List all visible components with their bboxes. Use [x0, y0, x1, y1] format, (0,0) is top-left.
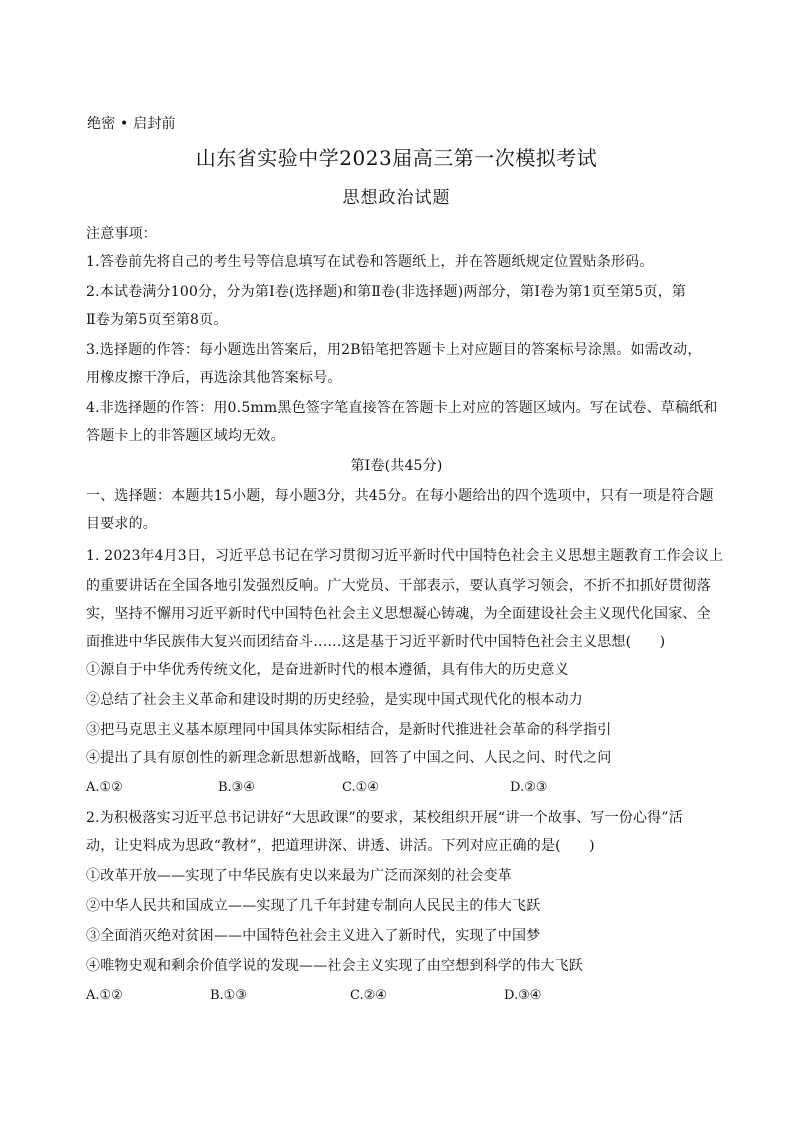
note-2-line-2: Ⅱ卷为第5页至第8页。 — [86, 312, 228, 328]
q1-stem-line-1: 1. 2023年4月3日，习近平总书记在学习贯彻习近平新时代中国特色社会主义思想主题教育工作会议上 — [86, 548, 724, 564]
part1-instruction-line-2: 目要求的。 — [86, 516, 157, 532]
q2-statement-3: ③全面消灭绝对贫困——中国特色社会主义进入了新时代，实现了中国梦 — [86, 928, 541, 944]
q1-statement-3: ③把马克思主义基本原理同中国具体实际相结合，是新时代推进社会革命的科学指引 — [86, 722, 612, 738]
q2-stem-line-1: 2.为积极落实习近平总书记讲好“大思政课”的要求，某校组织开展“讲一个故事、写一份心得”活 — [86, 810, 683, 826]
q2-statement-1: ①改革开放——实现了中华民族有史以来最为广泛而深刻的社会变革 — [86, 868, 512, 884]
q1-stem-line-2: 的重要讲话在全国各地引发强烈反响。广大党员、干部表示，要认真学习领会，不折不扣抓好贯彻落 — [86, 578, 711, 594]
notes-heading: 注意事项： — [86, 226, 157, 242]
q1-statement-4: ④提出了具有原创性的新理念新思想新战略，回答了中国之问、人民之问、时代之问 — [86, 750, 612, 766]
q1-stem-line-3: 实，坚持不懈用习近平新时代中国特色社会主义思想凝心铸魂，为全面建设社会主义现代化国家、全 — [86, 606, 711, 622]
part1-heading: 第Ⅰ卷(共45分) — [350, 458, 443, 474]
exam-title: 山东省实验中学2023届高三第一次模拟考试 — [195, 146, 598, 170]
q2-statement-2: ②中华人民共和国成立——实现了几千年封建专制向人民民主的伟大飞跃 — [86, 898, 541, 914]
q1-option-c[interactable]: C.①④ — [342, 780, 379, 795]
q2-option-b[interactable]: B.①③ — [210, 988, 247, 1003]
q1-statement-2: ②总结了社会主义革命和建设时期的历史经验，是实现中国式现代化的根本动力 — [86, 692, 583, 708]
q1-statement-1: ①源自于中华优秀传统文化，是奋进新时代的根本遵循，具有伟大的历史意义 — [86, 662, 569, 678]
q1-option-a[interactable]: A.①② — [86, 780, 123, 795]
q2-option-c[interactable]: C.②④ — [350, 988, 387, 1003]
confidential-mark: 绝密 • 启封前 — [87, 116, 176, 132]
note-4-line-2: 答题卡上的非答题区域均无效。 — [86, 428, 285, 444]
q1-stem-line-4: 面推进中华民族伟大复兴而团结奋斗……这是基于习近平新时代中国特色社会主义思想( ) — [86, 634, 666, 650]
note-3-line-1: 3.选择题的作答：每小题选出答案后，用2B铅笔把答题卡上对应题目的答案标号涂黑。如需改动， — [86, 342, 702, 358]
q2-option-d[interactable]: D.③④ — [504, 988, 542, 1003]
note-3-line-2: 用橡皮擦干净后，再选涂其他答案标号。 — [86, 370, 342, 386]
note-4-line-1: 4.非选择题的作答：用0.5mm黑色签字笔直接答在答题卡上对应的答题区域内。写在试卷、草稿纸和 — [86, 400, 718, 416]
part1-instruction-line-1: 一、选择题：本题共15小题，每小题3分，共45分。在每小题给出的四个选项中，只有一项是符合题 — [86, 488, 714, 504]
q1-option-b[interactable]: B.③④ — [218, 780, 255, 795]
q2-stem-line-2: 动，让史料成为思政“教材”，把道理讲深、讲透、讲活。下列对应正确的是( ) — [86, 838, 595, 854]
q1-options — [86, 778, 646, 798]
note-2-line-1: 2.本试卷满分100分，分为第Ⅰ卷(选择题)和第Ⅱ卷(非选择题)两部分，第Ⅰ卷为第1页至第5页，第 — [86, 284, 687, 300]
q1-option-d[interactable]: D.②③ — [510, 780, 548, 795]
exam-subtitle: 思想政治试题 — [342, 188, 451, 208]
q2-statement-4: ④唯物史观和剩余价值学说的发现——社会主义实现了由空想到科学的伟大飞跃 — [86, 958, 583, 974]
q2-option-a[interactable]: A.①② — [86, 988, 123, 1003]
q2-options — [86, 986, 646, 1006]
note-1-line-1: 1.答卷前先将自己的考生号等信息填写在试卷和答题纸上，并在答题纸规定位置贴条形码。 — [86, 254, 654, 270]
